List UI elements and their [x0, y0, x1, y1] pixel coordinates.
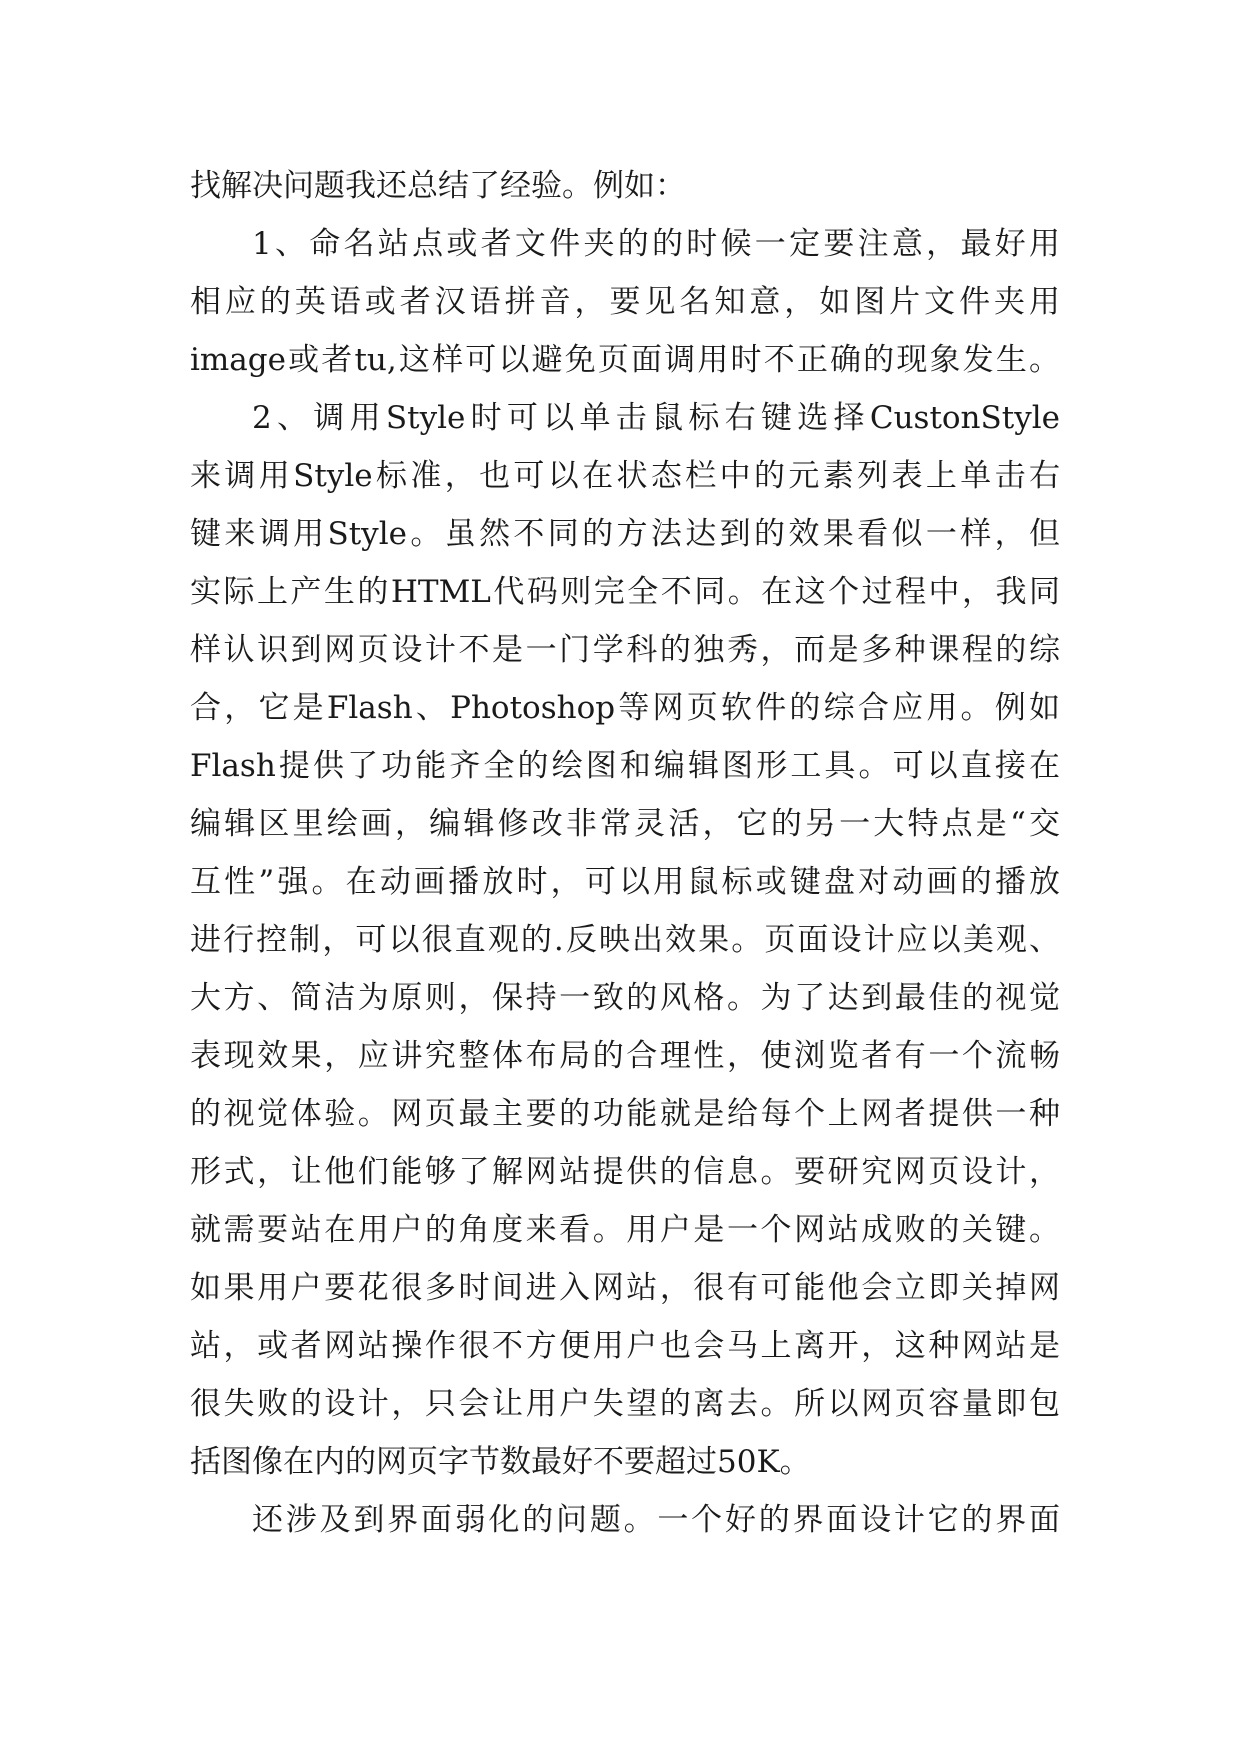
text-line: 互性”强。在动画播放时，可以用鼠标或键盘对动画的播放 — [190, 864, 1060, 900]
text-line: 如果用户要花很多时间进入网站，很有可能他会立即关掉网 — [190, 1270, 1060, 1306]
text-line: 相应的英语或者汉语拼音，要见名知意，如图片文件夹用 — [190, 284, 1060, 320]
text-line: 进行控制，可以很直观的.反映出效果。页面设计应以美观、 — [190, 922, 1060, 958]
body-text — [190, 157, 1060, 1549]
text-line: 还涉及到界面弱化的问题。一个好的界面设计它的界面 — [252, 1502, 1060, 1538]
text-line: 站，或者网站操作很不方便用户也会马上离开，这种网站是 — [190, 1328, 1060, 1364]
text-line: 2、调用Style时可以单击鼠标右键选择CustonStyle — [252, 400, 1060, 436]
text-line: 合，它是Flash、Photoshop等网页软件的综合应用。例如 — [190, 690, 1060, 726]
text-line: 1、命名站点或者文件夹的的时候一定要注意，最好用 — [252, 226, 1060, 262]
text-line: 样认识到网页设计不是一门学科的独秀，而是多种课程的综 — [190, 632, 1060, 668]
text-line: 形式，让他们能够了解网站提供的信息。要研究网页设计， — [190, 1154, 1060, 1190]
text-line: 表现效果，应讲究整体布局的合理性，使浏览者有一个流畅 — [190, 1038, 1060, 1074]
text-line: image或者tu,这样可以避免页面调用时不正确的现象发生。 — [190, 342, 1060, 378]
text-line: 编辑区里绘画，编辑修改非常灵活，它的另一大特点是“交 — [190, 806, 1060, 842]
text-line: 括图像在内的网页字节数最好不要超过50K。 — [190, 1444, 811, 1480]
text-line: 很失败的设计，只会让用户失望的离去。所以网页容量即包 — [190, 1386, 1060, 1422]
text-line: Flash提供了功能齐全的绘图和编辑图形工具。可以直接在 — [190, 748, 1060, 784]
text-line: 就需要站在用户的角度来看。用户是一个网站成败的关键。 — [190, 1212, 1060, 1248]
text-line: 的视觉体验。网页最主要的功能就是给每个上网者提供一种 — [190, 1096, 1060, 1132]
text-line: 找解决问题我还总结了经验。例如： — [190, 168, 686, 204]
text-line: 实际上产生的HTML代码则完全不同。在这个过程中，我同 — [190, 574, 1060, 610]
text-line: 来调用Style标准，也可以在状态栏中的元素列表上单击右 — [190, 458, 1060, 494]
text-line: 键来调用Style。虽然不同的方法达到的效果看似一样，但 — [190, 516, 1060, 552]
text-line: 大方、简洁为原则，保持一致的风格。为了达到最佳的视觉 — [190, 980, 1060, 1016]
